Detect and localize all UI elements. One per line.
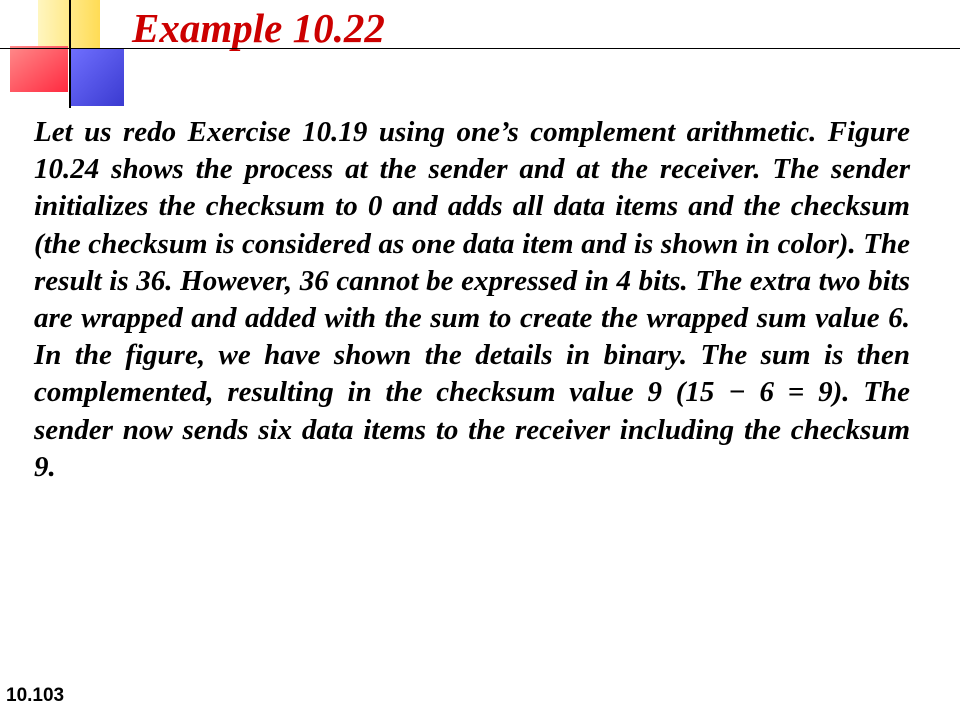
logo-blue-square (70, 48, 124, 106)
logo-red-square (10, 46, 68, 92)
page-number: 10.103 (6, 685, 65, 706)
title-divider (0, 48, 960, 49)
slide-body-text: Let us redo Exercise 10.19 using one’s complement arithmetic. Figure 10.24 shows the process at the sender and at the receiver. The sender initializes the checksum to 0 and adds all data items and the checksum (the checksum is considered as one data item and is shown in color). The result is 36. However, 36 cannot be expressed in 4 bits. The extra two bits are wrapped and added with the sum to create the wrapped sum value 6. In the figure, we have shown the details in binary. The sum is then complemented, resulting in the checksum value 9 (15 − 6 = 9). The sender now sends six data items to the receiver including the checksum 9. (34, 116, 910, 483)
slide-title: Example 10.22 (132, 5, 385, 51)
decorative-logo (0, 0, 130, 110)
